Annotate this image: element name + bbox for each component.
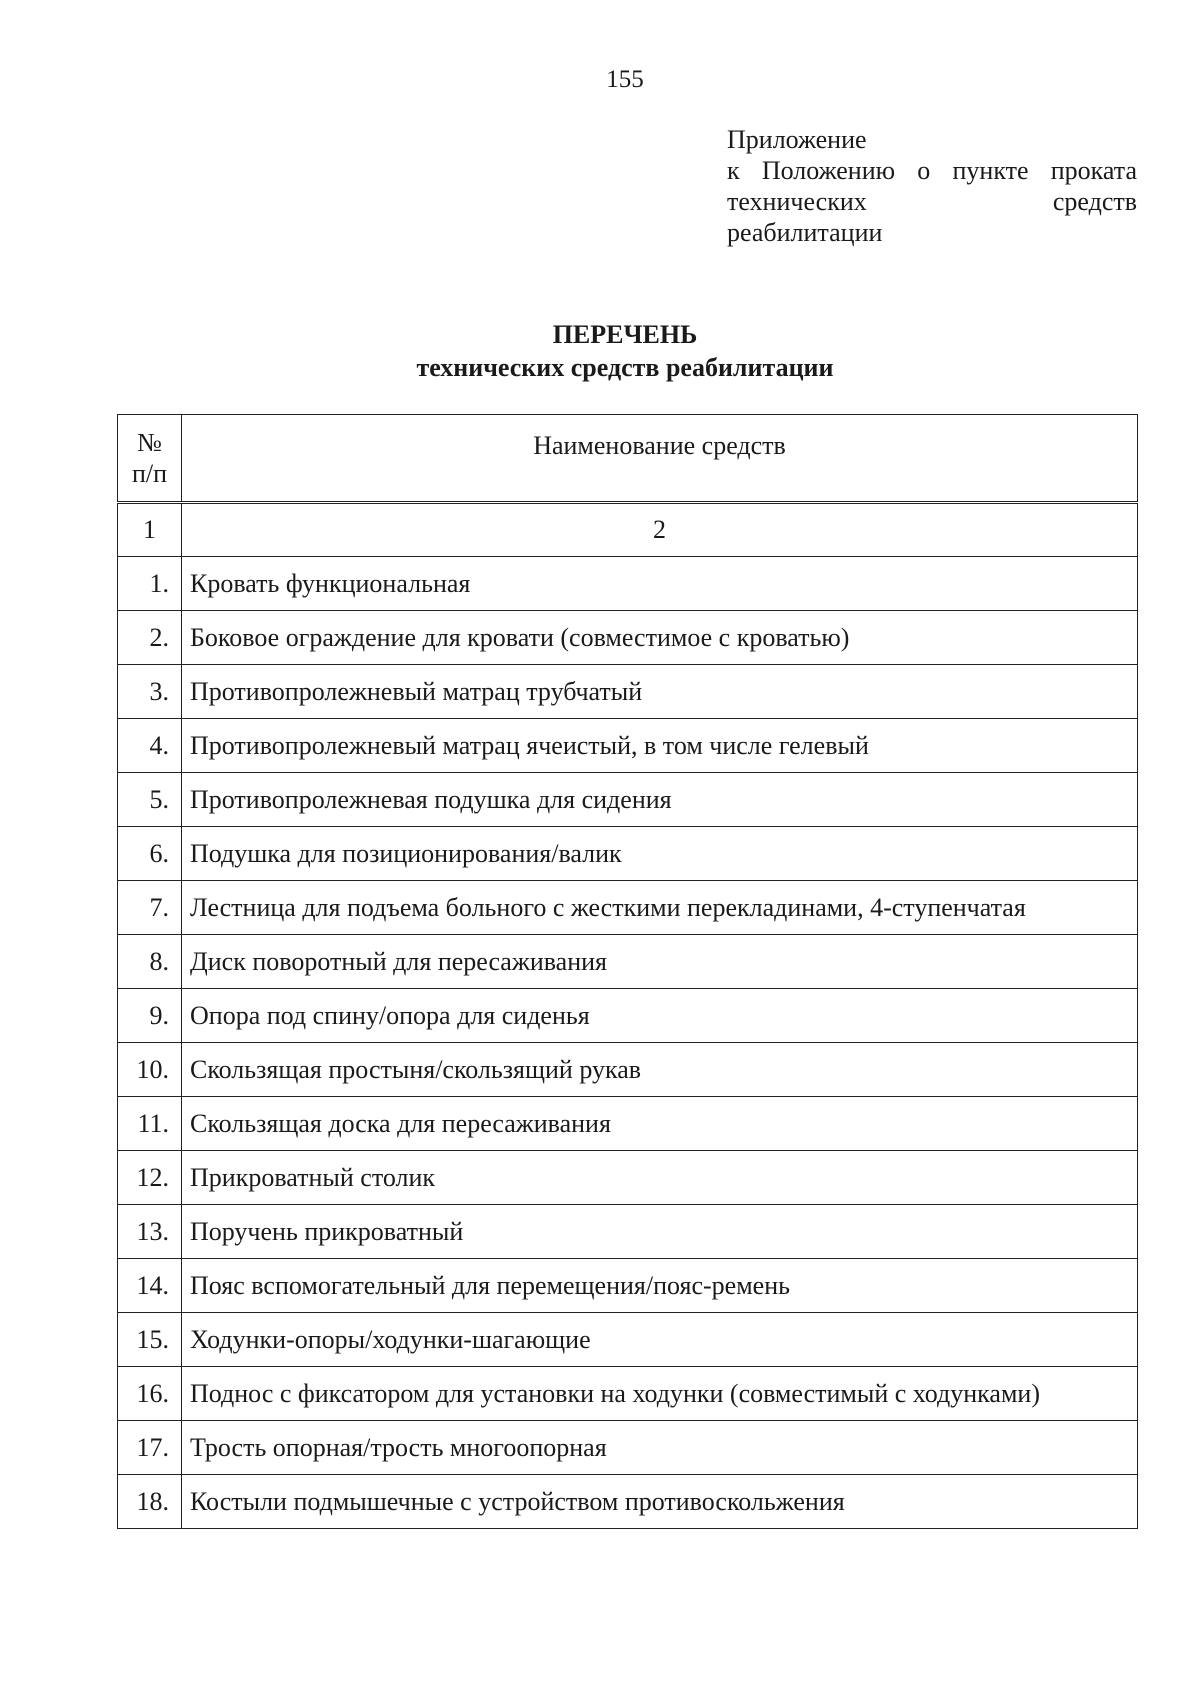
page-number: 155 <box>606 66 644 93</box>
row-name: Противопролежневый матрац ячеистый, в том числе гелевый <box>182 719 1138 773</box>
row-number: 5. <box>118 773 182 827</box>
column-index-2: 2 <box>182 503 1138 557</box>
row-name: Ходунки-опоры/ходунки-шагающие <box>182 1313 1138 1367</box>
table-row <box>118 1259 1138 1313</box>
row-name: Скользящая простыня/скользящий рукав <box>182 1043 1138 1097</box>
row-name: Пояс вспомогательный для перемещения/пояс-ремень <box>182 1259 1138 1313</box>
equipment-table <box>117 414 1138 1529</box>
row-name: Диск поворотный для пересаживания <box>182 935 1138 989</box>
row-number: 14. <box>118 1259 182 1313</box>
row-number: 1. <box>118 557 182 611</box>
row-name: Костыли подмышечные с устройством противоскольжения <box>182 1475 1138 1529</box>
row-name: Противопролежневая подушка для сидения <box>182 773 1138 827</box>
table-row <box>118 1367 1138 1421</box>
table-row <box>118 611 1138 665</box>
appendix-line-4: реабилитации <box>727 218 883 247</box>
table-row <box>118 557 1138 611</box>
row-name: Боковое ограждение для кровати (совместимое с кроватью) <box>182 611 1138 665</box>
table-row <box>118 1097 1138 1151</box>
row-name: Трость опорная/трость многоопорная <box>182 1421 1138 1475</box>
table-row <box>118 989 1138 1043</box>
appendix-line-1: Приложение <box>727 125 867 154</box>
row-number: 15. <box>118 1313 182 1367</box>
row-name: Опора под спину/опора для сиденья <box>182 989 1138 1043</box>
table-row <box>118 1475 1138 1529</box>
table-row <box>118 881 1138 935</box>
row-number: 9. <box>118 989 182 1043</box>
table-row <box>118 935 1138 989</box>
row-number: 3. <box>118 665 182 719</box>
table-row <box>118 665 1138 719</box>
header-number <box>118 415 182 503</box>
table-row <box>118 827 1138 881</box>
row-number: 2. <box>118 611 182 665</box>
row-number: 13. <box>118 1205 182 1259</box>
title-main: ПЕРЕЧЕНЬ <box>552 320 698 349</box>
appendix-header <box>727 124 1137 248</box>
column-index-row <box>118 503 1138 557</box>
header-number-line-1: № <box>137 428 162 457</box>
row-name: Скользящая доска для пересаживания <box>182 1097 1138 1151</box>
table-row <box>118 773 1138 827</box>
table-row <box>118 719 1138 773</box>
row-number: 8. <box>118 935 182 989</box>
row-name: Прикроватный столик <box>182 1151 1138 1205</box>
row-name: Лестница для подъема больного с жесткими перекладинами, 4-ступенчатая <box>182 881 1138 935</box>
document-title <box>0 318 1200 384</box>
appendix-line-3: технических средств <box>727 187 1137 216</box>
row-name: Поручень прикроватный <box>182 1205 1138 1259</box>
table-row <box>118 1151 1138 1205</box>
row-number: 12. <box>118 1151 182 1205</box>
table-row <box>118 1043 1138 1097</box>
header-number-line-2: п/п <box>131 459 168 488</box>
appendix-line-2: к Положению о пункте проката <box>727 156 1137 185</box>
row-number: 10. <box>118 1043 182 1097</box>
row-number: 4. <box>118 719 182 773</box>
row-number: 6. <box>118 827 182 881</box>
row-number: 17. <box>118 1421 182 1475</box>
column-index-1: 1 <box>118 503 182 557</box>
row-number: 11. <box>118 1097 182 1151</box>
row-name: Противопролежневый матрац трубчатый <box>182 665 1138 719</box>
table-header-row <box>118 415 1138 503</box>
row-number: 7. <box>118 881 182 935</box>
table-row <box>118 1313 1138 1367</box>
row-name: Подушка для позиционирования/валик <box>182 827 1138 881</box>
title-sub: технических средств реабилитации <box>416 353 834 382</box>
row-name: Поднос с фиксатором для установки на ходунки (совместимый с ходунками) <box>182 1367 1138 1421</box>
table-body <box>118 557 1138 1529</box>
header-name: Наименование средств <box>182 415 1138 503</box>
table-row <box>118 1205 1138 1259</box>
row-number: 18. <box>118 1475 182 1529</box>
row-name: Кровать функциональная <box>182 557 1138 611</box>
row-number: 16. <box>118 1367 182 1421</box>
table-row <box>118 1421 1138 1475</box>
